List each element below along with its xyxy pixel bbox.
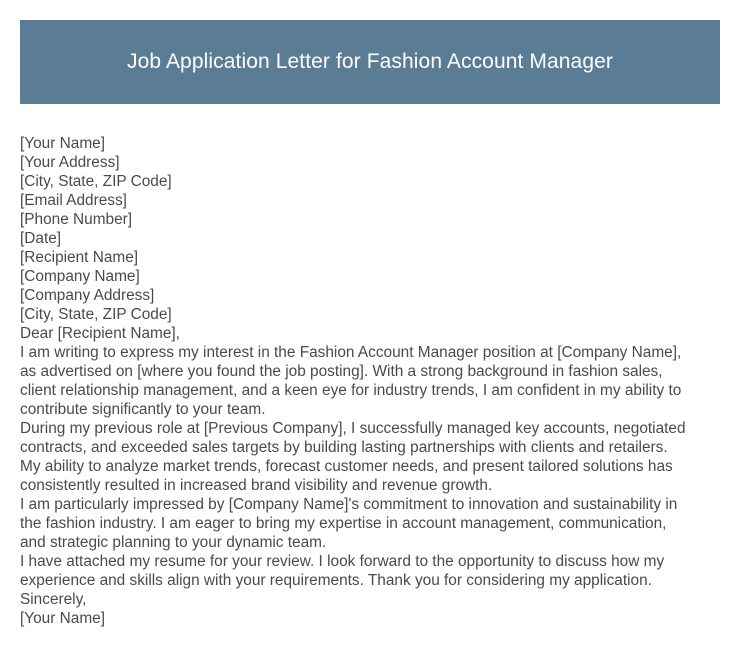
paragraph-experience xyxy=(20,419,720,495)
paragraph-line: contribute significantly to your team. xyxy=(20,401,266,418)
recipient-city-state-zip: [City, State, ZIP Code] xyxy=(20,306,172,323)
letter-header-banner xyxy=(20,20,720,104)
paragraph-line: My ability to analyze market trends, forecast customer needs, and present tailored solutions has xyxy=(20,458,673,475)
paragraph-line: During my previous role at [Previous Company], I successfully managed key accounts, negotiated xyxy=(20,420,686,437)
sender-phone: [Phone Number] xyxy=(20,211,133,228)
letter-date: [Date] xyxy=(20,230,62,247)
sender-email: [Email Address] xyxy=(20,192,127,209)
page-title: Job Application Letter for Fashion Account Manager xyxy=(127,50,613,73)
paragraph-company-interest xyxy=(20,495,720,552)
paragraph-line: I am writing to express my interest in the Fashion Account Manager position at [Company Name], xyxy=(20,344,682,361)
paragraph-line: consistently resulted in increased brand visibility and revenue growth. xyxy=(20,477,493,494)
paragraph-closing-remarks xyxy=(20,552,720,590)
paragraph-line: contracts, and exceeded sales targets by building lasting partnerships with clients and retailers. xyxy=(20,439,668,456)
sender-address: [Your Address] xyxy=(20,154,120,171)
sender-city-state-zip: [City, State, ZIP Code] xyxy=(20,173,172,190)
signature: [Your Name] xyxy=(20,610,105,627)
salutation: Dear [Recipient Name], xyxy=(20,325,180,342)
paragraph-line: I have attached my resume for your review. I look forward to the opportunity to discuss how my xyxy=(20,553,665,570)
paragraph-interest xyxy=(20,343,720,419)
paragraph-line: experience and skills align with your requirements. Thank you for considering my application. xyxy=(20,572,652,589)
paragraph-line: and strategic planning to your dynamic team. xyxy=(20,534,327,551)
paragraph-line: as advertised on [where you found the job posting]. With a strong background in fashion sales, xyxy=(20,363,663,380)
recipient-address: [Company Address] xyxy=(20,287,155,304)
sender-name: [Your Name] xyxy=(20,135,105,152)
closing: Sincerely, xyxy=(20,591,87,608)
paragraph-line: client relationship management, and a keen eye for industry trends, I am confident in my ability to xyxy=(20,382,682,399)
paragraph-line: I am particularly impressed by [Company Name]'s commitment to innovation and sustainability in xyxy=(20,496,678,513)
letter-body xyxy=(20,134,720,628)
paragraph-line: the fashion industry. I am eager to bring my expertise in account management, communication, xyxy=(20,515,667,532)
recipient-name: [Recipient Name] xyxy=(20,249,139,266)
recipient-company: [Company Name] xyxy=(20,268,140,285)
